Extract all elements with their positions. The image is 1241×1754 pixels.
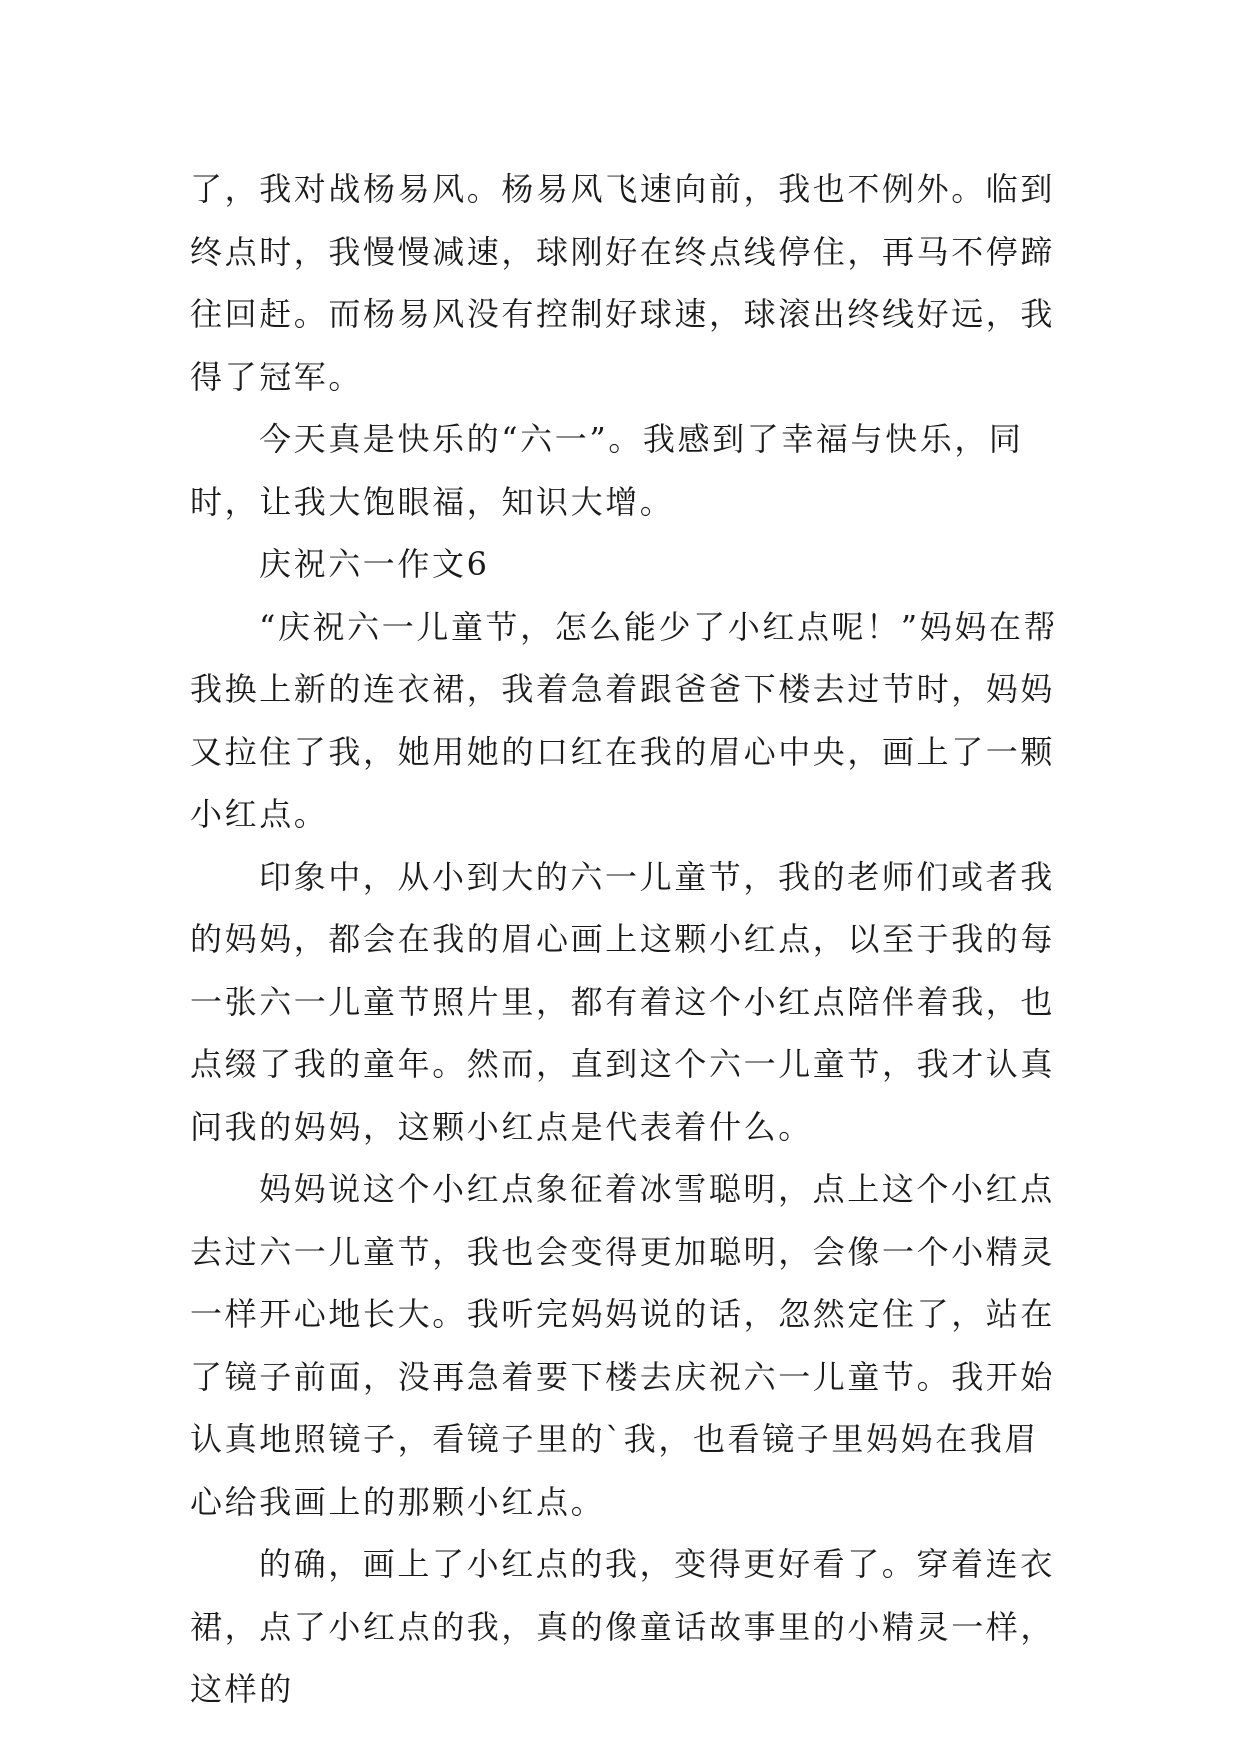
section-heading: 庆祝六一作文6: [259, 545, 490, 583]
paragraph-memory: 印象中，从小到大的六一儿童节，我的老师们或者我的妈妈，都会在我的眉心画上这颗小红点，以至于我的每一张六一儿童节照片里，都有着这个小红点陪伴着我，也点缀了我的童年。然而，直到这个六一儿童节，我才认真问我的妈妈，这颗小红点是代表着什么。: [190, 857, 1056, 1146]
paragraph-red-dot-intro: “庆祝六一儿童节，怎么能少了小红点呢！”妈妈在帮我换上新的连衣裙，我着急着跟爸爸下楼去过节时，妈妈又拉住了我，她用她的口红在我的眉心中央，画上了一颗小红点。: [190, 607, 1059, 833]
paragraph-happy-day: 今天真是快乐的“六一”。我感到了幸福与快乐，同时，让我大饱眼福，知识大增。: [190, 420, 1024, 521]
paragraph-indeed: 的确，画上了小红点的我，变得更好看了。穿着连衣裙，点了小红点的我，真的像童话故事里的小精灵一样，这样的: [190, 1545, 1056, 1708]
paragraph-continuation: 了，我对战杨易风。杨易风飞速向前，我也不例外。临到终点时，我慢慢减速，球刚好在终点线停住，再马不停蹄往回赶。而杨易风没有控制好球速，球滚出终线好远，我得了冠军。: [190, 170, 1056, 396]
document-body: [190, 158, 1060, 1721]
paragraph-mother-explains: 妈妈说这个小红点象征着冰雪聪明，点上这个小红点去过六一儿童节，我也会变得更加聪明，会像一个小精灵一样开心地长大。我听完妈妈说的话，忽然定住了，站在了镜子前面，没再急着要下楼去庆祝六一儿童节。我开始认真地照镜子，看镜子里的`我，也看镜子里妈妈在我眉心给我画上的那颗小红点。: [190, 1170, 1056, 1521]
